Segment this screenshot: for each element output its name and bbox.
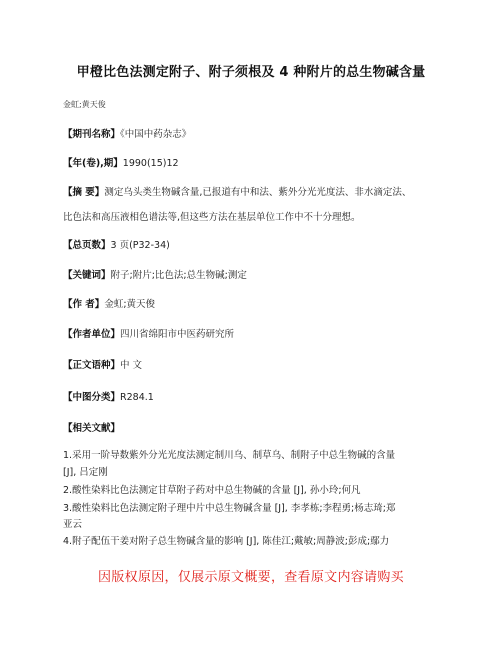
abstract-continuation: 比色法和高压液相色谱法等,但这些方法在基层单位工作中不十分理想。 [63,212,361,223]
journal-value: 《中国中药杂志》 [120,129,192,140]
affiliation-value: 四川省绵阳市中医药研究所 [120,329,235,340]
abstract-value: 测定乌头类生物碱含量,已报道有中和法、紫外分光光度法、非水滴定法、 [104,187,412,198]
journal-field [63,126,191,140]
copyright-purchase-notice[interactable]: 因版权原因，仅展示原文概要，查看原文内容请购买 [98,570,404,585]
pages-field [63,237,170,251]
related-item[interactable]: 2.酸性染料比色法测定甘草附子药对中总生物碱的含量 [J], 孙小玲;何凡 [63,485,361,496]
related-literature-heading: 【相关文献】 [63,423,121,434]
classification-field [63,389,154,403]
related-item[interactable]: 亚云 [63,519,83,530]
related-item[interactable]: 3.酸性染料比色法测定附子理中片中总生物碱含量 [J], 李孝栋;李程勇;杨志琦;郑 [63,503,396,514]
year-issue-field [63,155,179,169]
keywords-value: 附子;附片;比色法;总生物碱;测定 [110,270,247,281]
language-value: 中 文 [120,360,143,371]
keywords-label: 【关键词】 [63,270,111,281]
related-item[interactable]: 1.采用一阶导数紫外分光光度法测定制川乌、制草乌、制附子中总生物碱的含量 [63,450,396,461]
pages-label: 【总页数】 [63,240,111,251]
year-issue-label: 【年(卷),期】 [63,158,123,169]
keywords-field [63,267,247,281]
related-item[interactable]: [J], 吕定刚 [63,467,108,478]
related-item[interactable]: 4.附子配伍干姜对附子总生物碱含量的影响 [J], 陈佳江;戴敏;周静波;彭成;鄢力 [63,536,390,547]
language-field [63,357,142,371]
affiliation-field [63,326,234,340]
classification-value: R284.1 [120,392,154,403]
year-issue-value: 1990(15)12 [122,158,179,169]
pages-value: 3 页(P32-34) [110,240,170,251]
author-line: 金虹;黄天俊 [63,100,106,109]
author-field [63,296,155,310]
language-label: 【正文语种】 [63,360,121,371]
journal-label: 【期刊名称】 [63,129,121,140]
author-value: 金虹;黄天俊 [104,299,156,310]
abstract-field [63,184,411,198]
classification-label: 【中图分类】 [63,392,121,403]
abstract-label: 【摘 要】 [63,187,105,198]
paper-title: 甲橙比色法测定附子、附子须根及 4 种附片的总生物碱含量 [76,65,426,80]
author-label: 【作 者】 [63,299,105,310]
affiliation-label: 【作者单位】 [63,329,121,340]
